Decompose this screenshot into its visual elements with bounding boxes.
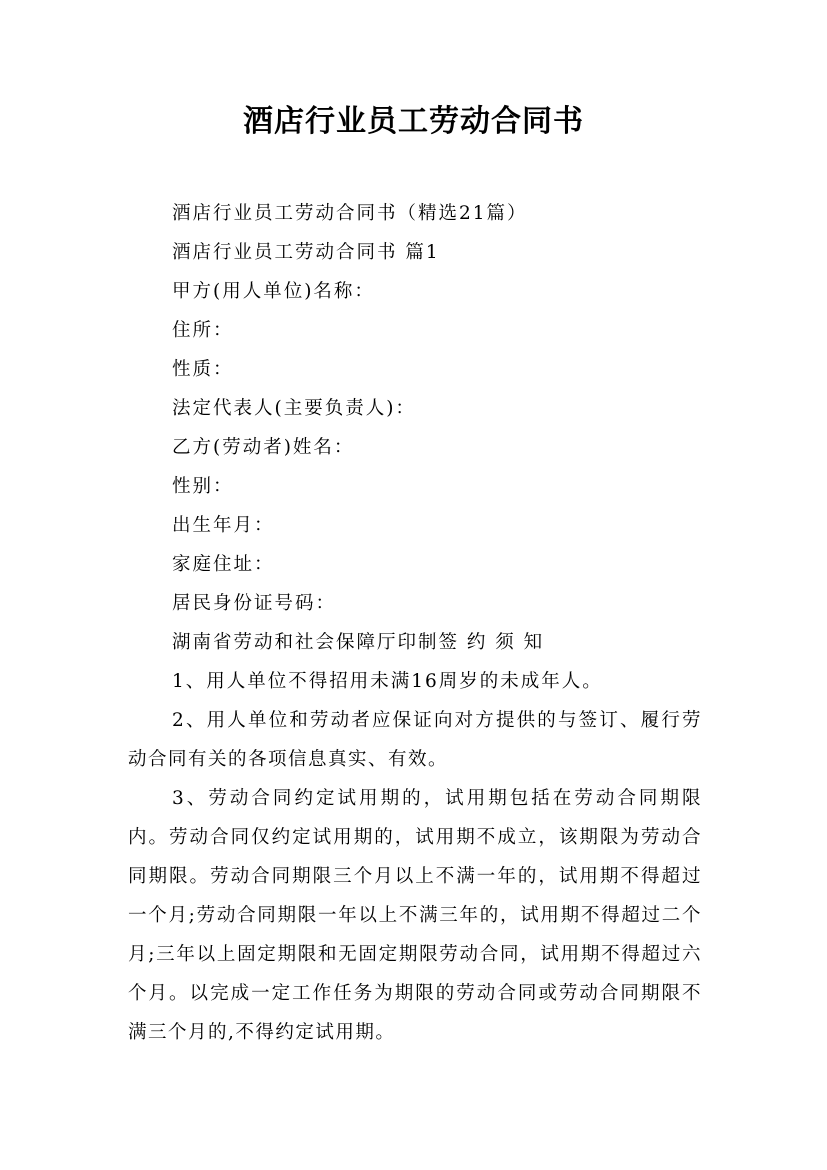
field-id-number: 居民身份证号码： [172, 593, 337, 614]
field-gender: 性别： [172, 476, 234, 497]
section-heading: 酒店行业员工劳动合同书 篇1 [172, 242, 440, 263]
field-party-a-name: 甲方(用人单位)名称： [172, 281, 375, 302]
field-nature: 性质： [172, 359, 234, 380]
notice-item-1: 1、用人单位不得招用未满16周岁的未成年人。 [172, 671, 603, 692]
notice-item-3: 3、劳动合同约定试用期的，试用期包括在劳动合同期限内。劳动合同仅约定试用期的，试用期不成立，该期限为劳动合同期限。劳动合同期限三个月以上不满一年的，试用期不得超过一个月;劳动合同期限一年以上不满三年的，试用期不得超过二个月;三年以上固定期限和无固定期限劳动合同，试用期不得超过六个月。以完成一定工作任务为期限的劳动合同或劳动合同期限不满三个月的,不得约定试用期。 [128, 788, 702, 1043]
field-address: 住所： [172, 320, 234, 341]
field-birth-date: 出生年月： [172, 515, 275, 536]
subtitle-line: 酒店行业员工劳动合同书（精选21篇） [172, 203, 528, 224]
notice-heading: 湖南省劳动和社会保障厅印制签 约 须 知 [172, 632, 545, 653]
field-home-address: 家庭住址： [172, 554, 275, 575]
field-party-b-name: 乙方(劳动者)姓名： [172, 437, 355, 458]
notice-item-2: 2、用人单位和劳动者应保证向对方提供的与签订、履行劳动合同有关的各项信息真实、有效。 [128, 710, 702, 770]
field-legal-representative: 法定代表人(主要负责人)： [172, 398, 416, 419]
document-title: 酒店行业员工劳动合同书 [243, 104, 584, 139]
document-body [128, 194, 702, 1052]
